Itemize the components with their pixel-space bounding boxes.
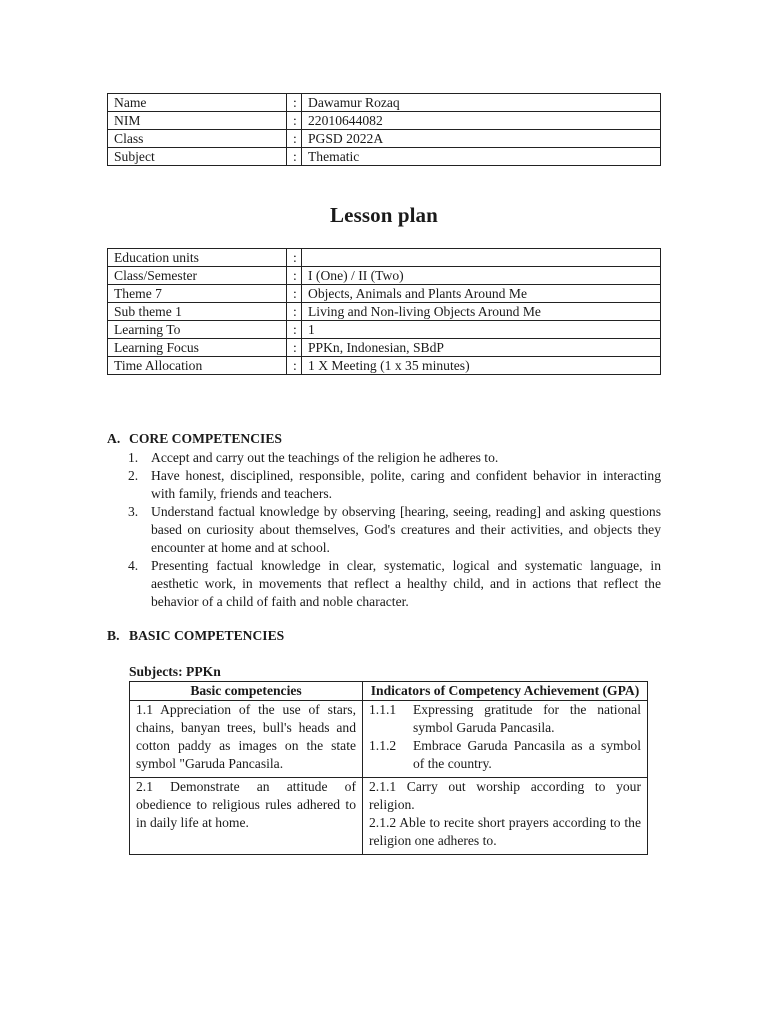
indicator-text: Expressing gratitude for the national symbol Garuda Pancasila.: [413, 702, 641, 735]
identity-label: NIM: [108, 112, 287, 130]
list-item-number: 1.: [128, 450, 139, 465]
list-item-text: Presenting factual knowledge in clear, systematic, logical and systematic language, in aesthetic work, in movements that reflect a healthy child, and in actions that reflect the behavior of a child of faith and noble character.: [151, 558, 661, 609]
plan-label: Learning Focus: [108, 339, 287, 357]
table-row: [130, 778, 648, 855]
plan-label: Learning To: [108, 321, 287, 339]
indicator-text: Embrace Garuda Pancasila as a symbol of the country.: [413, 738, 641, 771]
identity-value: PGSD 2022A: [302, 130, 661, 148]
core-competencies-list: [128, 449, 661, 611]
section-b-letter: B.: [107, 628, 120, 643]
table-header-row: [130, 682, 648, 701]
list-item-text: Have honest, disciplined, responsible, polite, caring and confident behavior in interacting with family, friends and teachers.: [151, 468, 661, 501]
plan-colon: :: [287, 267, 302, 285]
subject-label: Subjects: PPKn: [129, 664, 221, 679]
list-item-number: 3.: [128, 504, 139, 519]
list-item-number: 4.: [128, 558, 139, 573]
identity-label: Class: [108, 130, 287, 148]
indicator-cell: [363, 701, 648, 778]
identity-row: [108, 148, 661, 166]
plan-value: I (One) / II (Two): [302, 267, 661, 285]
identity-table: [107, 93, 661, 166]
lesson-plan-table: [107, 248, 661, 375]
plan-value: [302, 249, 661, 267]
list-item-text: Understand factual knowledge by observing [hearing, seeing, reading] and asking questions based on curiosity about themselves, God's creatures and their activities, and objects they encounter at home and at school.: [151, 504, 661, 555]
page-title: Lesson plan: [330, 203, 438, 227]
identity-colon: :: [287, 148, 302, 166]
indicator-number: 1.1.2: [369, 738, 397, 753]
identity-row: [108, 94, 661, 112]
identity-label: Name: [108, 94, 287, 112]
plan-label: Class/Semester: [108, 267, 287, 285]
section-a-title: CORE COMPETENCIES: [129, 431, 282, 446]
plan-label: Time Allocation: [108, 357, 287, 375]
section-b-title: BASIC COMPETENCIES: [129, 628, 285, 643]
plan-value: Objects, Animals and Plants Around Me: [302, 285, 661, 303]
plan-row: [108, 357, 661, 375]
plan-value: PPKn, Indonesian, SBdP: [302, 339, 661, 357]
list-item-number: 2.: [128, 468, 139, 483]
gpa-header: Indicators of Competency Achievement (GPA): [363, 682, 648, 701]
plan-colon: :: [287, 321, 302, 339]
plan-label: Education units: [108, 249, 287, 267]
indicator-item: [369, 701, 641, 737]
list-item: [128, 449, 661, 467]
identity-value: Thematic: [302, 148, 661, 166]
identity-row: [108, 112, 661, 130]
plan-row: [108, 249, 661, 267]
table-row: [130, 701, 648, 778]
competency-table: [129, 681, 648, 855]
basic-competency-cell: 1.1 Appreciation of the use of stars, chains, banyan trees, bull's heads and cotton paddy as images on the state symbol "Garuda Pancasila.: [130, 701, 363, 778]
plan-row: [108, 339, 661, 357]
section-a-heading: [107, 431, 282, 447]
plan-colon: :: [287, 357, 302, 375]
plan-value: Living and Non-living Objects Around Me: [302, 303, 661, 321]
section-a-letter: A.: [107, 431, 121, 446]
section-b-heading: [107, 628, 284, 644]
identity-value: Dawamur Rozaq: [302, 94, 661, 112]
plan-label: Theme 7: [108, 285, 287, 303]
plan-colon: :: [287, 285, 302, 303]
plan-colon: :: [287, 339, 302, 357]
plan-colon: :: [287, 303, 302, 321]
plan-value: 1: [302, 321, 661, 339]
identity-colon: :: [287, 112, 302, 130]
identity-label: Subject: [108, 148, 287, 166]
plan-row: [108, 285, 661, 303]
indicator-item: 2.1.1 Carry out worship according to your religion.: [369, 779, 641, 812]
indicator-cell: [363, 778, 648, 855]
plan-row: [108, 303, 661, 321]
basic-competency-cell: 2.1 Demonstrate an attitude of obedience to religious rules adhered to in daily life at home.: [130, 778, 363, 855]
plan-row: [108, 267, 661, 285]
list-item: [128, 557, 661, 611]
identity-colon: :: [287, 94, 302, 112]
plan-row: [108, 321, 661, 339]
indicator-item: 2.1.2 Able to recite short prayers according to the religion one adheres to.: [369, 815, 641, 848]
list-item-text: Accept and carry out the teachings of the religion he adheres to.: [151, 450, 499, 465]
indicator-number: 1.1.1: [369, 702, 397, 717]
basic-competencies-header: Basic competencies: [130, 682, 363, 701]
plan-value: 1 X Meeting (1 x 35 minutes): [302, 357, 661, 375]
plan-label: Sub theme 1: [108, 303, 287, 321]
indicator-item: [369, 737, 641, 773]
list-item: [128, 503, 661, 557]
plan-colon: :: [287, 249, 302, 267]
identity-value: 22010644082: [302, 112, 661, 130]
list-item: [128, 467, 661, 503]
identity-colon: :: [287, 130, 302, 148]
identity-row: [108, 130, 661, 148]
